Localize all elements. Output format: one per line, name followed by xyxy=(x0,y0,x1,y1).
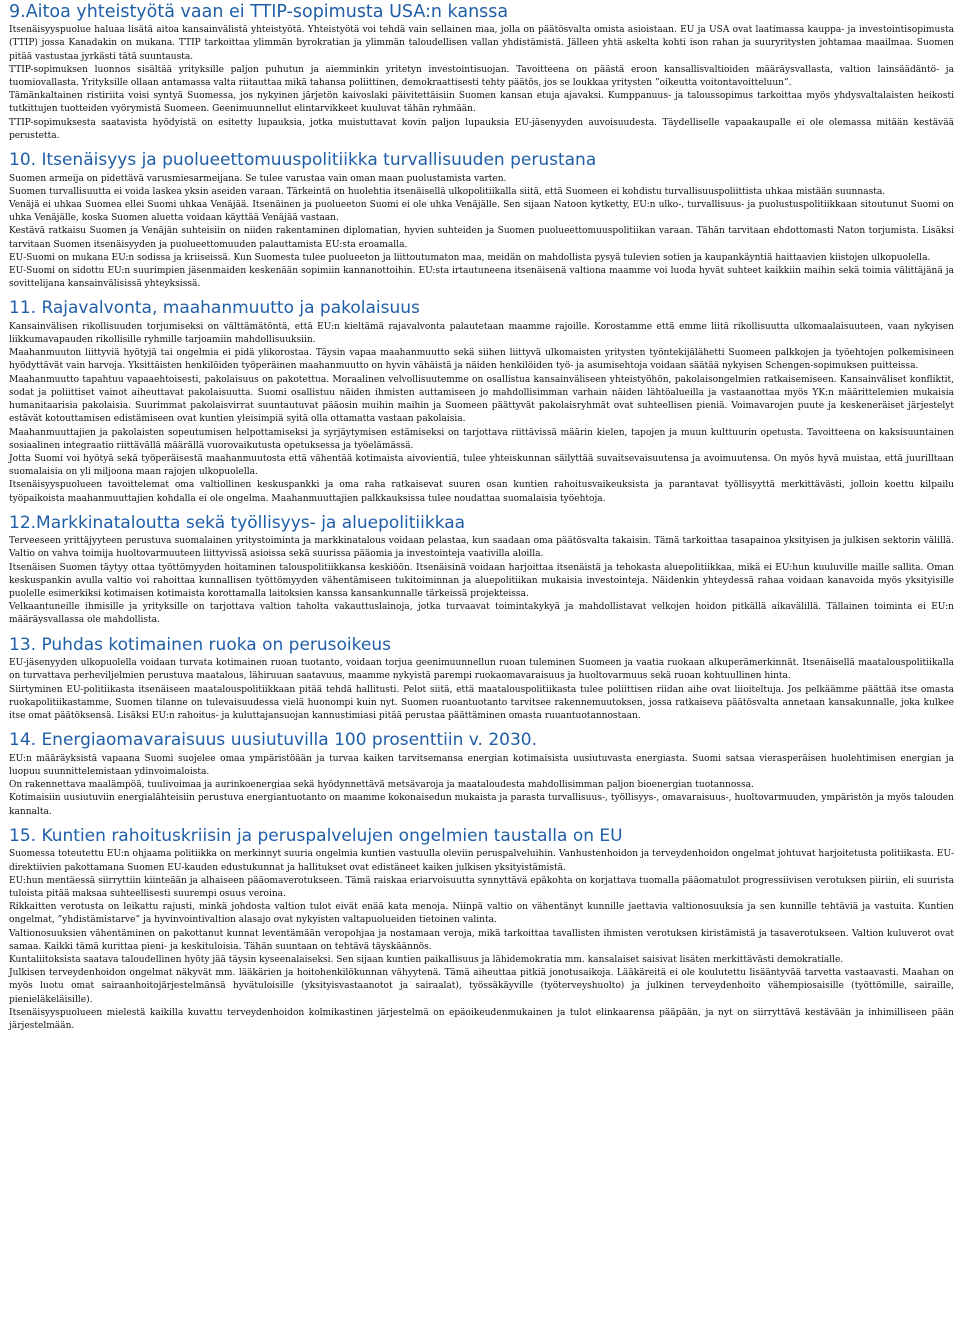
paragraph: Kotimaisiin uusiutuviin energialähteisiin perustuva energiantuotanto on maamme kokonaisedun mukaista ja parasta turvallisuus-, työllisyys-, omavaraisuus-, huoltovarmuuden, ympäristön ja myös talouden kannalta. xyxy=(9,793,954,817)
paragraph: Rikkaitten verotusta on leikattu rajusti, minkä johdosta valtion tulot eivät enää kata menoja. Niinpä valtio on vähentänyt kunnille jaettavia valtionosuuksia ja sen kunnille tehtäviä ja vastuita. Kuntien ongelmat, ”yhdistämistarve” ja hyvinvointivaltion alasajo ovat nykyisten valtapuolueiden tietoinen valinta. xyxy=(9,902,954,926)
paragraph: On rakennettava maalämpöä, tuulivoimaa ja aurinkoenergiaa sekä hyödynnettävä metsävaroja ja maataloudesta mahdollisimman paljon bioenergian tuotannossa. xyxy=(9,780,754,791)
paragraph: Itsenäisen Suomen täytyy ottaa työttömyyden hoitaminen talouspolitiikkansa keskiöön. Itsenäisinä voidaan harjoittaa itsenäistä ja tehokasta aluepolitiikkaa, mikä ei EU:hun kuuluville maille sallita. Oman keskuspankin avulla valtio voi rahoittaa kunnallisen työttömyyden vähentämiseen tukitoiminnan ja aluepolitiikan mukaisia investointeja. Näidenkin yhteydessä rahaa voidaan kanavoida myös yksityisille puolelle esimerkiksi kotimaisen kotimaista korottamalla laitoksien kanssa kansankunnalle tärkeissä projekteissa. xyxy=(9,562,954,600)
paragraph: TTIP-sopimuksen luonnos sisältää yrityksille paljon puhutun ja aiemminkin yritetyn investointisuojan. Tavoitteena on päästä eroon kansallisvaltioiden määräysvallasta, valtion lainsäädäntö- ja tuomiovallasta. Yrityksille ollaan antamassa valta riitauttaa mikä tahansa poliittinen, demokraattisesti tehty päätös, jos se loukkaa yritysten ”oikeutta voitontavoitteluun”. xyxy=(9,64,954,88)
section-heading: 11. Rajavalvonta, maahanmuutto ja pakolaisuus xyxy=(9,298,420,319)
paragraph: Venäjä ei uhkaa Suomea ellei Suomi uhkaa Venäjää. Itsenäinen ja puolueeton Suomi ei ole uhka Venäjälle. Sen sijaan Natoon kytketty, EU:n ulko-, turvallisuus- ja puolustuspolitiikkaan sitoutunut Suomi on uhka Venäjälle, koska Suomen aluetta voidaan käyttää Venäjää vastaan. xyxy=(9,199,954,224)
section-heading: 14. Energiaomavaraisuus uusiutuvilla 100 prosenttiin v. 2030. xyxy=(9,730,538,751)
paragraph: Maahanmuuton liittyviä hyötyjä tai ongelmia ei pidä ylikorostaa. Täysin vapaa maahanmuutto sekä siihen liittyvä ulkomaisten yritysten työntekijälähetti Suomeen palkkojen ja työehtojen polkemisineen hyödyttävät vain harvoja. Yksittäisten henkilöiden työperäinen maahanmuutto on hyvin vähäistä ja näiden henkilöiden työ- ja asumisehtoja voidaan säätää nykyisen Schengen-sopimuksen puitteissa. xyxy=(9,348,954,372)
section-heading: 9.Aitoa yhteistyötä vaan ei TTIP-sopimusta USA:n kanssa xyxy=(9,2,509,22)
paragraph: Terveeseen yrittäjyyteen perustuva suomalainen yritystoiminta ja markkinatalous voidaan pelastaa, kun saadaan oma päätösvalta takaisin. Tämä tarkoittaa tasapainoa yksityisen ja julkisen sektorin välillä. Valtio on vahva toimija huoltovarmuuteen liittyvissä asioissa sekä suurissa pääomia ja investointeja vaativilla aloilla. xyxy=(9,536,954,560)
paragraph: Julkisen terveydenhoidon ongelmat näkyvät mm. lääkärien ja hoitohenkilökunnan vähyytenä. Tämä aiheuttaa pitkiä jonotusaikoja. Lääkäreitä ei ole koulutettu lisääntyvää tarvetta vastaavasti. Maahan on myös luotu omat sairaanhoitojärjestelmänsä hyvätuloisille (yksityisvastaanotot ja sairaalat), työssäkäyville (työterveyshuolto) ja julkinen terveydenhoito vähempiosaisille (työttömille, sairaille, pienieläkeläisille). xyxy=(9,968,954,1005)
paragraph: EU:hun mentäessä siirryttiin kiinteään ja alhaiseen pääomaverotukseen. Tämä raiskaa eriarvoisuutta synnyttävä epäkohta on korjattava tuomalla pääomatulot progressiivisen verotuksen piiriin, eli suurista tuloista pitää maksaa suhteellisesti suurempi osuus veroina. xyxy=(9,875,954,899)
paragraph: Tämänkaltainen ristiriita voisi syntyä Suomessa, jos nykyinen järjetön kaivoslaki päivitettäisiin Suomen kansan etuja ajavaksi. Kumppanuus- ja taloussopimus tarkoittaa myös yhdysvaltalaisten heikosti tutkittujen tuotteiden vyörymistä Suomeen. Geenimuunnellut elintarvikkeet kuuluvat tähän ryhmään. xyxy=(9,91,954,115)
paragraph: Valtionosuuksien vähentäminen on pakottanut kunnat leventämään veropohjaa ja nostamaan veroja, mikä tarkoittaa tavallisten ihmisten verotuksen kiristämistä ja tasaverotukseen. Valtion kuluverot ovat samaa. Kaikki tämä kurittaa pieni- ja keskituloisia. Tähän suuntaan on tehtävä täyskäännös. xyxy=(9,928,954,952)
paragraph: EU-Suomi on mukana EU:n sodissa ja kriiseissä. Kun Suomesta tulee puolueeton ja liittoutumaton maa, meidän on mahdollista pysyä tulevien sotien ja kaupankäyntiä haittaavien kiistojen ulkopuolella. xyxy=(9,252,931,263)
paragraph: Kestävä ratkaisu Suomen ja Venäjän suhteisiin on niiden rakentaminen diplomatian, hyvien suhteiden ja Suomen puolueettomuuspolitiikan varaan. Tähän tarvitaan ehdottomasti Naton torjumista. Lisäksi tarvitaan Suomen itsenäisyyden ja puolueettomuuden palauttamista EU:sta eroamalla. xyxy=(9,226,954,250)
section-heading: 12.Markkinatalouttа sekä työllisyys- ja aluepolitiikkaa xyxy=(9,512,466,533)
paragraph: Suomen turvallisuutta ei voida laskea yksin aseiden varaan. Tärkeintä on huolehtia itsenäisellä ulkopolitiikalla siitä, että Suomeen ei kohdistu turvallisuuspoliittista uhkaa mistään suunnasta. xyxy=(9,186,886,197)
paragraph: Itsenäisyyspuolueen mielestä kaikilla kuvattu terveydenhoidon kolmikastinen järjestelmä on epäoikeudenmukainen ja tulot elinkaarensa pääpään, ja nyt on siirryttävä kestävään ja inhimilliseen pään järjestelmään. xyxy=(9,1007,954,1031)
paragraph: EU-Suomi on sidottu EU:n suurimpien jäsenmaiden keskenään sopimiin kannanottoihin. EU:sta irtautuneena itsenäisenä valtiona maamme voi luoda hyvät suhteet kaikkiin maihin sekä toimia välittäjänä ja sovittelijana kansainvälisissä yhteyksissä. xyxy=(9,265,954,290)
paragraph: Itsenäisyyspuolue haluaa lisätä aitoa kansainvälistä yhteistyötä. Yhteistyötä voi tehdä vain sellainen maa, jolla on päätösvalta omista asioistaan. EU ja USA ovat laatimassa kauppa- ja investointisopimusta (TTIP) jossa Kanadakin on mukana. TTIP tarkoittaa ylimmän byrokratian ja ylimmän taloudellisen vallan yhdistämistä. Jälleen yhtä askelta kohti ison rahan ja suuryritysten johtamaa maailmaa. Suomen pitää vastustaa jyrkästi tätä suuntausta. xyxy=(9,25,954,62)
paragraph: EU:n määräyksistä vapaana Suomi suojelee omaa ympäristöään ja turvaa kaiken tarvitsemansa energian kotimaisista uusiutuvasta energiasta. Suomi satsaa vierasperäisen huolehtimisen energian ja luopuu suunnittelemistaan ydinvoimaloista. xyxy=(9,753,954,777)
section-heading: 15. Kuntien rahoituskriisin ja peruspalvelujen ongelmien taustalla on EU xyxy=(9,825,623,846)
document xyxy=(9,0,954,1033)
paragraph: Suomen armeija on pidettävä varusmiesarmeijana. Se tulee varustaa vain oman maan puolustamista varten. xyxy=(9,173,507,184)
paragraph: Velkaantuneille ihmisille ja yrityksille on tarjottava valtion taholta vakauttuslainoja, jotka turvaavat toimintakykyä ja mahdollistavat velkojen hoidon pitkällä aikavälillä. Tällainen toiminta ei EU:n määräysvallassa ole mahdollista. xyxy=(9,602,954,626)
paragraph: Maahanmuutto tapahtuu vapaaehtoisesti, pakolaisuus on pakotettua. Moraalinen velvollisuutemme on osallistua kansainväliseen yhteistyöhön, pakolaisongelmien ratkaisemiseen. Kansainväliset konfliktit, sodat ja poliittiset vainot aiheuttavat pakolaisuutta. Suomi osallistuu näiden ihmisten auttamiseen jo mahdollisimman varhain näiden lähtöalueilla ja vastaanottaa myös YK:n määrittelemien mukaisia humanitaarisia pakolaisia. Suurimmat pakolaisvirrat suuntautuvat pääosin muihin maihin ja Suomeen päättyvät pakolaisryhmät ovat suhteellisen pieniä. Voimavarojen puute ja keskeneräiset järjestelyt estävät kotouttamisen edistämiseen ovat kuntien yleisimpiä syitä olla ottamatta vastaan pakolaisia. xyxy=(9,374,954,425)
section-heading: 10. Itsenäisyys ja puolueettomuuspolitiikka turvallisuuden perustana xyxy=(9,149,597,170)
section-heading: 13. Puhdas kotimainen ruoka on perusoikeus xyxy=(9,634,391,655)
paragraph: Maahanmuuttajien ja pakolaisten sopeutumisen helpottamiseksi ja syrjäytymisen estämiseksi on tarjottava riittävissä määrin kielen, tapojen ja muun kulttuurin opetusta. Tavoitteena on kaksisuuntainen sosiaalinen integraatio riittävällä määrällä vuorovaikutusta opetuksessa ja työelämässä. xyxy=(9,427,954,451)
paragraph: Suomessa toteutettu EU:n ohjaama politiikka on merkinnyt suuria ongelmia kuntien vastuulla oleviin peruspalveluihin. Vanhustenhoidon ja terveydenhoidon ongelmat johtuvat harjoitetusta politiikasta. EU-direktiivien pakottamana Suomen EU-kauden edustukunnat ja hallitukset ovat edistäneet kaiken julkisen yksityistämistä. xyxy=(9,849,954,873)
paragraph: Kansainvälisen rikollisuuden torjumiseksi on välttämätöntä, että EU:n kieltämä rajavalvonta palautetaan maamme rajoille. Korostamme että emme liitä rikollisuutta ulkomaalaisuuteen, vaan nykyisen liikkumavapauden rikollisille ryhmille tarjoamiin mahdollisuuksiin. xyxy=(9,321,954,346)
paragraph: TTIP-sopimuksesta saatavista hyödyistä on esitetty lupauksia, jotka muistuttavat kovin paljon lupauksia EU-jäsenyyden auvoisuudesta. Täydelliselle vapaakaupalle ei ole olemassa mitään kestävää perustetta. xyxy=(9,117,954,141)
paragraph: Kuntaliitoksista saatava taloudellinen hyöty jää täysin kyseenalaiseksi. Sen sijaan kuntien paikallisuus ja lähidemokratia mm. kansalaiset saisivat lisäten merkittävästi demokratialle. xyxy=(9,954,844,965)
paragraph: Itsenäisyyspuolueen tavoittelemat oma valtiollinen keskuspankki ja oma raha ratkaisevat suuren osan kuntien rahoitusvaikeuksista ja parantavat työllisyyttä merkittävästi, jolloin koettu kilpailu työpaikoista maahanmuuttajien kohdalla ei ole ongelma. Maahanmuuttajien palkkauksissa tulee noudattaa suomalaisia työehtoja. xyxy=(9,480,954,504)
paragraph: Siirtyminen EU-politiikasta itsenäiseen maatalouspolitiikkaan pitää tehdä hallitusti. Pelot siitä, että maatalouspolitiikasta tulee poliittisen riidan aihe ovat liioiteltuja. Jos pelkäämme päättää itse omasta ruokapolitiikastamme, Suomen tilanne on tulevaisuudessa vielä huonompi kuin nyt. Suomen ruoantuotanto tarvitsee rakennemuutoksen, jossa ratkaiseva päätösvalta annetaan kansakunnalle, joka kulkee itse omat päätöksensä. Lisäksi EU:n rahoitus- ja kuluttajansuojan kannustimiasi pitää perustaa päättäminen omasta ruuantuotannostaan. xyxy=(9,684,954,722)
paragraph: EU-jäsenyyden ulkopuolella voidaan turvata kotimainen ruoan tuotanto, voidaan torjua geenimuunnellun ruoan tuleminen Suomeen ja vaatia ruokaan alkuperämerkinnät. Itsenäisellä maatalouspolitiikalla on turvattava perheviljelmien perustuva maatalous, lähiruuan saatavuus, maamme nykyistä parempi ruokaomavaraisuus ja huoltovarmuus sekä ruoan kohtuullinen hinta. xyxy=(9,658,954,682)
paragraph: Jotta Suomi voi hyötyä sekä työperäisestä maahanmuutosta että vähentää kotimaista aivovientiä, tulee yhteiskunnan säilyttää suvaitsevaisuutensa ja avoimuutensa. On myös hyvä muistaa, että juurilltaan suomalaisia on yli miljoona maan rajojen ulkopuolella. xyxy=(9,453,954,478)
